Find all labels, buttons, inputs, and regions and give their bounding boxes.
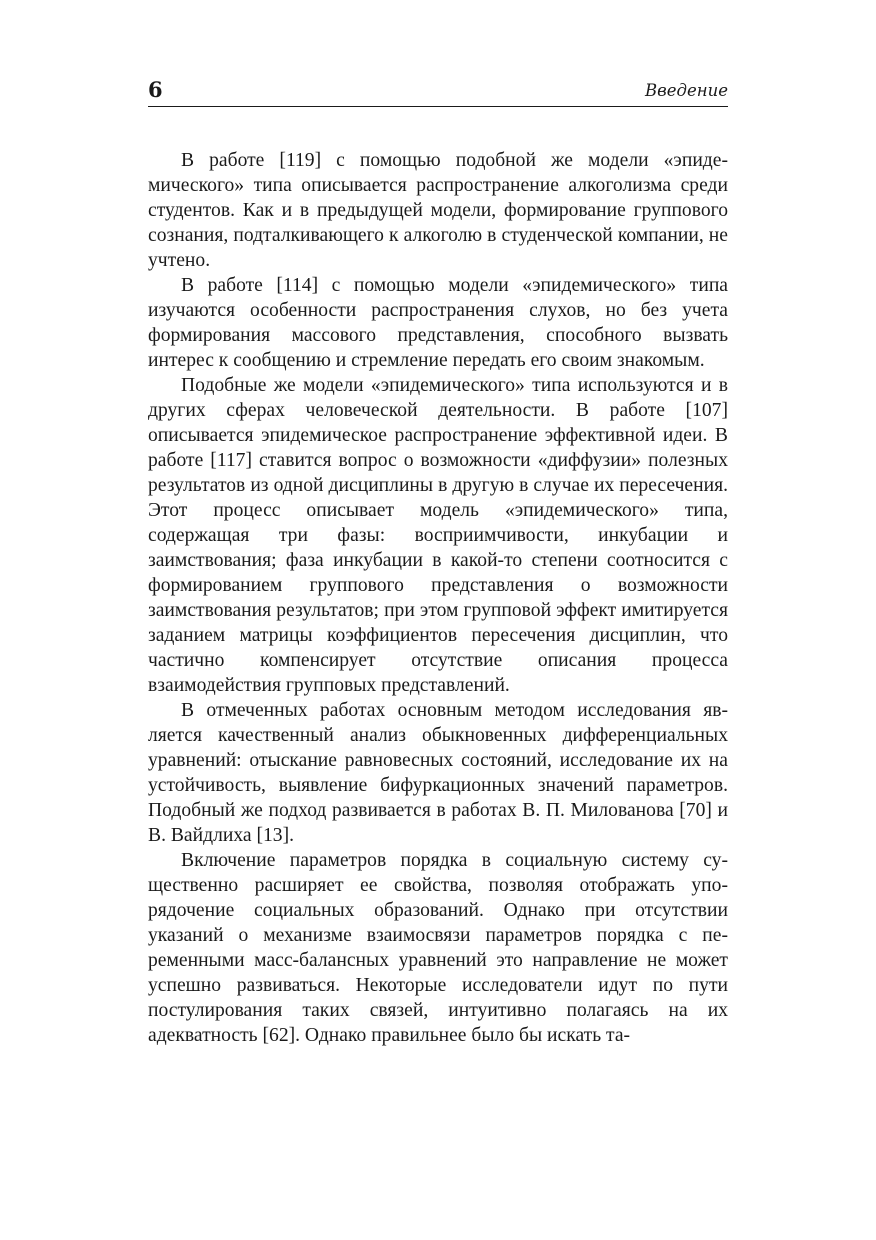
page-header <box>148 78 728 107</box>
paragraph: Подобные же модели «эпидемического» типа используются и в других сферах человеческой деятельности. В работе [107] описывается эпидемическое распространение эффективной идеи. В работе [117] ставится вопрос о возможности «диффузии» полезных результатов из одной дисциплины в другую в случае их пересечения. Этот процесс описывает модель «эпидемического» типа, содержащая три фазы: восприимчивости, инкубации и заимствования; фаза инкубации в какой-то степени соотносится с формированием группового представления о возможности заимствования результатов; при этом групповой эффект имитируется заданием матрицы коэффициентов пересечения дисциплин, что частично компенсирует отсутствие описания процесса взаимодействия групповых представлений. <box>148 375 728 696</box>
paragraph: В работе [119] с помощью подобной же модели «эпидемического» типа описывается распространение алкоголизма среди студентов. Как и в предыдущей модели, формирование группового сознания, подталкивающего к алкоголю в студенческой компании, не учтено. <box>148 150 728 271</box>
paragraph: В отмеченных работах основным методом исследования является качественный анализ обыкновенных дифференциальных уравнений: отыскание равновесных состояний, исследование их на устойчивость, выявление бифуркационных значений параметров. Подобный же подход развивается в работах В. П. Милованова [70] и В. Вайдлиха [13]. <box>148 700 728 846</box>
paragraph: Включение параметров порядка в социальную систему существенно расширяет ее свойства, позволяя отображать упорядочение социальных образований. Однако при отсутствии указаний о механизме взаимосвязи параметров порядка с переменными масс-балансных уравнений это направление не может успешно развиваться. Некоторые исследователи идут по пути постулирования таких связей, интуитивно полагаясь на их адекватность [62]. Однако правильнее было бы искать та- <box>148 850 728 1046</box>
paragraph: В работе [114] с помощью модели «эпидемического» типа изучаются особенности распространения слухов, но без учета формирования массового представления, способного вызвать интерес к сообщению и стремление передать его своим знакомым. <box>148 275 728 371</box>
body-text <box>148 148 728 1048</box>
page-number: 6 <box>148 77 163 102</box>
running-title: Введение <box>645 81 728 100</box>
